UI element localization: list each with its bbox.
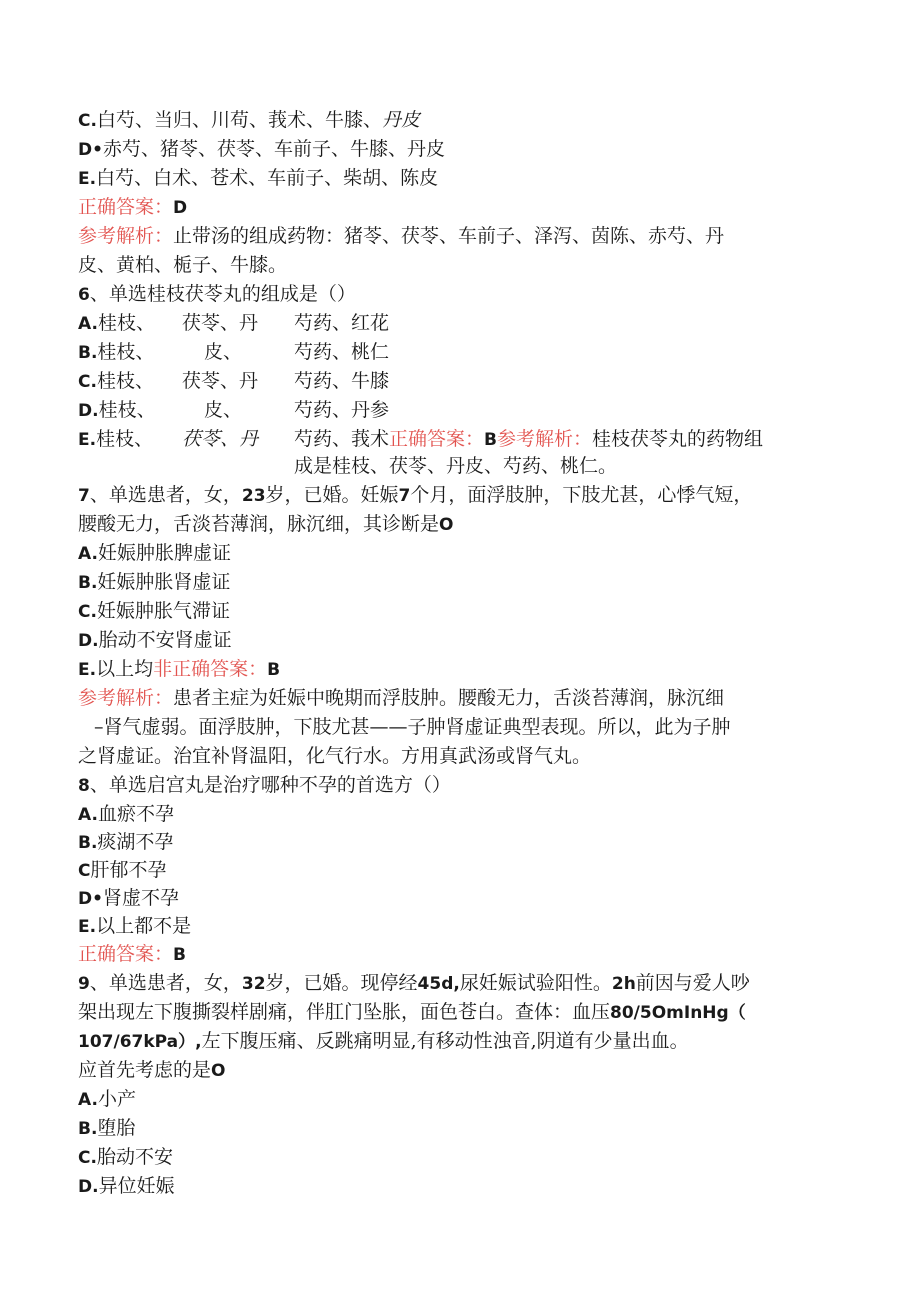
option-part-a: 桂枝、: [97, 312, 155, 334]
option-letter: C.: [78, 1148, 97, 1168]
option-part-b: 皮、: [204, 341, 243, 363]
option-text: 肾虚不孕: [102, 887, 179, 909]
question-text: 个月，面浮肢肿，下肢尤甚，心悸气短，: [410, 484, 753, 506]
option-text: 以上均: [96, 658, 154, 680]
q6-option-e-with-answer: [294, 427, 763, 452]
months-value: 7: [398, 486, 411, 506]
option-text: 痰湖不孕: [97, 831, 174, 853]
analysis-text: 患者主症为妊娠中晚期而浮肢肿。腰酸无力，舌淡苔薄润，脉沉细: [173, 687, 725, 709]
option-letter: C.: [78, 602, 97, 622]
option-letter: A.: [78, 314, 98, 334]
option-part-a: 桂枝、: [96, 370, 154, 392]
answer-value: B: [484, 430, 497, 450]
blood-pressure-value: 80/5OmInHg（: [610, 1003, 746, 1023]
analysis-text: 桂枝茯苓丸的药物组: [592, 428, 764, 450]
option-letter: E.: [78, 660, 97, 680]
analysis-label: 参考解析：: [497, 428, 593, 450]
q5-option-c: [78, 108, 420, 133]
option-text: 以上都不是: [96, 915, 192, 937]
q9-option-c: [78, 1145, 173, 1170]
option-text: 异位妊娠: [98, 1175, 175, 1197]
option-part-b: 茯苓、丹: [182, 370, 259, 392]
option-text: 妊娠肿胀脾虚证: [97, 542, 231, 564]
option-letter: B.: [78, 1119, 98, 1139]
question-text: 、单选桂枝茯苓丸的组成是（）: [89, 283, 356, 305]
analysis-text: 皮、黄柏、栀子、牛膝。: [78, 254, 288, 276]
q9-stem-line-1: [78, 971, 750, 996]
option-part-b: 茯苓、丹: [182, 428, 259, 450]
answer-value: B: [173, 945, 186, 965]
question-number: 9: [78, 974, 90, 994]
option-letter: C.: [78, 372, 97, 392]
q6-stem: [78, 282, 356, 307]
option-part-c: 芍药、桃仁: [294, 341, 390, 363]
option-text: 胎动不安: [96, 1146, 173, 1168]
q5-analysis-line-1: [78, 224, 724, 248]
option-letter: B.: [78, 343, 98, 363]
question-text: 岁，已婚。现停经: [265, 972, 418, 994]
analysis-text: 止带汤的组成药物：猪苓、茯苓、车前子、泽泻、茵陈、赤芍、丹: [173, 225, 725, 247]
option-letter: A.: [78, 544, 98, 564]
q7-option-a: [78, 541, 231, 566]
analysis-text: –肾气虚弱。面浮肢肿，下肢尤甚——子肿肾虚证典型表现。所以，此为子肿: [94, 716, 731, 738]
q5-option-e: [78, 166, 438, 191]
option-letter: A.: [78, 1090, 98, 1110]
q5-answer: [78, 195, 187, 220]
q9-option-b: [78, 1116, 135, 1141]
blank-marker: O: [211, 1061, 226, 1081]
question-text: 架出现左下腹撕裂样剧痛，伴肛门坠胀，面色苍白。查体：血压: [78, 1001, 611, 1023]
q7-analysis-line-2: [94, 715, 731, 739]
q7-option-d: [78, 628, 232, 653]
option-part-c: 芍药、牛膝: [294, 370, 390, 392]
question-text: 左下腹压痛、反跳痛明显,有移动性浊音,阴道有少量出血。: [201, 1030, 689, 1052]
option-part-b: 茯苓、丹: [182, 312, 259, 334]
option-letter: E.: [78, 917, 97, 937]
q6-analysis-line-2: [294, 454, 617, 478]
analysis-text: 成是桂枝、茯苓、丹皮、芍药、桃仁。: [294, 455, 618, 477]
q6-option-d: [78, 398, 838, 423]
option-part-c: 芍药、红花: [294, 312, 390, 334]
q9-option-a: [78, 1087, 136, 1112]
question-text: 尿妊娠试验阳性。: [459, 972, 612, 994]
q8-answer: [78, 942, 186, 967]
q7-option-c: [78, 599, 230, 624]
option-text: 白芍、白术、苍术、车前子、柴胡、陈皮: [96, 167, 439, 189]
q9-stem-line-4: [78, 1058, 225, 1083]
age-value: 32: [241, 974, 266, 994]
option-text: 小产: [97, 1088, 136, 1110]
q8-option-a: [78, 802, 174, 827]
option-text: 妊娠肿胀肾虚证: [97, 571, 231, 593]
q7-stem-line-1: [78, 483, 752, 508]
question-text: 岁，已婚。妊娠: [265, 484, 399, 506]
q9-stem-line-3: [78, 1029, 689, 1054]
option-part-a: 桂枝、: [98, 399, 156, 421]
q6-option-e: [78, 427, 838, 452]
q6-option-c: [78, 369, 838, 394]
option-letter: D•: [78, 889, 103, 909]
answer-value: B: [267, 660, 281, 680]
option-letter: C: [78, 861, 91, 881]
kpa-value: 107/67kPa）,: [78, 1032, 202, 1052]
question-text: 应首先考虑的是: [78, 1059, 212, 1081]
q8-stem: [78, 773, 451, 798]
option-letter: C.: [78, 111, 97, 131]
q8-option-d: [78, 886, 179, 911]
option-letter: D.: [78, 401, 99, 421]
question-text: 、单选患者，女，: [89, 972, 242, 994]
option-part-a: 桂枝、: [96, 428, 154, 450]
answer-label: 非正确答案：: [153, 658, 268, 680]
analysis-label: 参考解析：: [78, 225, 174, 247]
q8-option-c: [78, 858, 167, 883]
option-part-c: 芍药、莪术: [294, 428, 390, 450]
option-letter: B.: [78, 833, 98, 853]
option-text: 肝郁不孕: [90, 859, 167, 881]
hours-value: 2h: [611, 974, 636, 994]
option-text: 堕胎: [97, 1117, 136, 1139]
answer-value: D: [173, 198, 188, 218]
q7-stem-line-2: [78, 512, 453, 537]
option-letter: D.: [78, 631, 99, 651]
option-part-b: 皮、: [204, 399, 243, 421]
blank-marker: O: [439, 515, 454, 535]
question-text: 前因与爱人吵: [635, 972, 750, 994]
q9-stem-line-2: [78, 1000, 746, 1025]
question-text: 腰酸无力，舌淡苔薄润，脉沉细，其诊断是: [78, 513, 440, 535]
question-text: 、单选启宫丸是治疗哪种不孕的首选方（）: [89, 774, 451, 796]
analysis-label: 参考解析：: [78, 687, 174, 709]
q7-option-b: [78, 570, 230, 595]
option-letter: A.: [78, 805, 98, 825]
q8-option-b: [78, 830, 173, 855]
option-text: 胎动不安肾虚证: [98, 629, 232, 651]
answer-label: 正确答案：: [389, 428, 485, 450]
option-part-c: 芍药、丹参: [294, 399, 390, 421]
q9-option-d: [78, 1174, 175, 1199]
q5-option-d: [78, 137, 445, 162]
q5-analysis-line-2: [78, 253, 287, 277]
q8-option-e: [78, 914, 191, 939]
question-number: 8: [78, 776, 90, 796]
option-part-a: 桂枝、: [97, 341, 155, 363]
option-letter: D•: [78, 140, 103, 160]
analysis-text: 之肾虚证。治宜补肾温阳，化气行水。方用真武汤或肾气丸。: [78, 745, 592, 767]
option-letter: B.: [78, 573, 98, 593]
option-text: 赤芍、猪苓、茯苓、车前子、牛膝、丹皮: [102, 138, 445, 160]
option-text-tail: 丹皮: [381, 109, 420, 131]
q7-analysis-line-1: [78, 686, 724, 710]
answer-label: 正确答案：: [78, 943, 174, 965]
q7-option-e: [78, 657, 280, 682]
option-letter: E.: [78, 169, 97, 189]
q6-option-b: [78, 340, 838, 365]
q7-analysis-line-3: [78, 744, 591, 768]
age-value: 23: [241, 486, 266, 506]
q6-option-a: [78, 311, 838, 336]
option-letter: E.: [78, 430, 97, 450]
option-text: 妊娠肿胀气滞证: [96, 600, 230, 622]
option-letter: D.: [78, 1177, 99, 1197]
option-text: 血瘀不孕: [97, 803, 174, 825]
question-text: 、单选患者，女，: [89, 484, 242, 506]
question-number: 6: [78, 285, 90, 305]
question-number: 7: [78, 486, 90, 506]
days-value: 45d,: [417, 974, 460, 994]
answer-label: 正确答案：: [78, 196, 174, 218]
option-text: 白芍、当归、川苟、莪术、牛膝、: [96, 109, 382, 131]
